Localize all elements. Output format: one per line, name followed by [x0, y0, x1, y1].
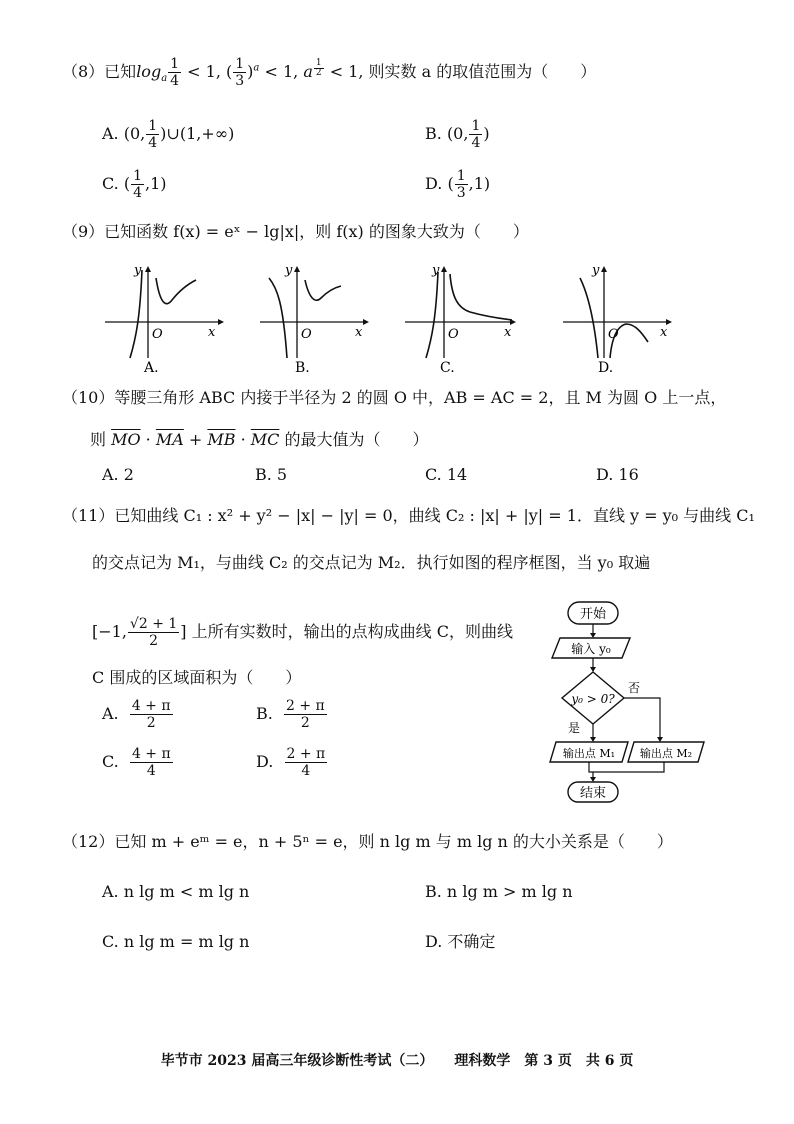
flow-arrowhead-no — [657, 737, 663, 742]
q11-stem-line1: （11）已知曲线 C₁ : x² + y² − |x| − |y| = 0，曲线 C₂ : |x| + |y| = 1．直线 y = y₀ 与曲线 C₁ — [62, 506, 755, 525]
y-label: y — [592, 263, 600, 278]
q12-option-a: A. n lg m < m lg n — [102, 882, 250, 901]
graph-label: D. — [598, 360, 614, 376]
curve-right — [305, 280, 341, 300]
page-footer: 毕节市 2023 届高三年级诊断性考试（二） 理科数学 第 3 页 共 6 页 — [160, 1053, 634, 1069]
q12-option-d: D. 不确定 — [425, 932, 496, 951]
q12-option-c: C. n lg m = m lg n — [102, 932, 250, 951]
q11-option-b: B. $\frac{2 + \pi}{2}$ — [256, 698, 325, 731]
origin-label: O — [301, 327, 312, 342]
q8-option-c: C. ( $\frac{1}{4}$ ,1) — [102, 168, 167, 201]
q9-graph-b — [255, 258, 380, 376]
y-arrow — [441, 266, 447, 272]
q8-option-b: B. (0, $\frac{1}{4}$ ) — [425, 118, 490, 151]
flow-start-label: 开始 — [579, 607, 607, 622]
flow-merge-right — [593, 762, 664, 772]
origin-label: O — [448, 327, 459, 342]
q11-stem-line2: 的交点记为 M₁，与曲线 C₂ 的交点记为 M₂．执行如图的程序框图，当 y₀ 取遍 — [92, 553, 651, 572]
q11-flowchart — [540, 600, 715, 805]
x-label: x — [355, 325, 363, 340]
flow-yes-label: 是 — [568, 721, 581, 735]
q11-option-d: D. $\frac{2 + \pi}{4}$ — [256, 746, 326, 779]
q8-stem: （8）已知$\log_a$ $\frac{1}{4}$ < 1, ( $\frac{1}{3}$ )$^a$ < 1, a $^{\frac{1}{2}}$ < 1, 则实数 a 的取值范围为（ ） — [62, 56, 597, 89]
q8-option-a: A. (0, $\frac{1}{4}$ )∪(1,+∞) — [102, 118, 235, 151]
curve-left — [130, 270, 142, 358]
curve-left — [580, 278, 598, 358]
y-arrow — [601, 266, 607, 272]
graph-label: A. — [144, 360, 159, 376]
x-label: x — [660, 325, 668, 340]
curve-right — [156, 278, 196, 304]
y-label: y — [134, 263, 142, 278]
q11-option-c: C. $\frac{4 + \pi}{4}$ — [102, 746, 171, 779]
q10-option-b: B. 5 — [255, 465, 288, 484]
q10-stem-line2: 则 $\overline{MO} \cdot \overline{MA} + \overline{MB} \cdot \overline{MC}$ 的最大值为（ ） — [90, 430, 429, 449]
flow-arrowhead-yes — [590, 737, 596, 742]
q9-stem: （9）已知函数 f(x) = eˣ − lg|x|，则 f(x) 的图象大致为（ ） — [62, 222, 529, 241]
q10-stem-line1: （10）等腰三角形 ABC 内接于半径为 2 的圆 O 中，AB = AC = 2，且 M 为圆 O 上一点， — [62, 388, 727, 407]
flow-arrowhead-1 — [590, 633, 596, 638]
flow-output-1-label: 输出点 M₁ — [562, 747, 616, 760]
origin-label: O — [608, 327, 619, 342]
q9-graph-c — [400, 258, 530, 376]
x-arrow — [363, 319, 369, 325]
flow-arrowhead-end — [590, 777, 596, 782]
q8-option-d: D. ( $\frac{1}{3}$ ,1) — [425, 168, 491, 201]
x-label: x — [504, 325, 512, 340]
q11-stem-line3: [−1, $\frac{√2 + 1}{2}$ ] 上所有实数时，输出的点构成曲线 C，则曲线 — [92, 616, 513, 649]
y-arrow — [145, 266, 151, 272]
q12-stem: （12）已知 m + eᵐ = e，n + 5ⁿ = e，则 n lg m 与 m lg n 的大小关系是（ ） — [62, 832, 673, 851]
q11-stem-line4: C 围成的区域面积为（ ） — [92, 668, 302, 687]
graph-label: C. — [440, 360, 455, 376]
y-arrow — [294, 266, 300, 272]
curve-right — [450, 274, 512, 320]
flow-end-label: 结束 — [579, 786, 607, 801]
flow-merge-left — [589, 762, 593, 772]
flow-no-label: 否 — [628, 681, 641, 695]
origin-label: O — [152, 327, 163, 342]
q10-option-c: C. 14 — [425, 465, 468, 484]
q9-graph-d — [558, 258, 683, 376]
q11-option-a: A. $\frac{4 + \pi}{2}$ — [102, 698, 171, 731]
flow-decision-label: y₀ > 0? — [571, 692, 615, 706]
q10-option-a: A. 2 — [102, 465, 134, 484]
q10-option-d: D. 16 — [596, 465, 639, 484]
curve-left — [426, 272, 438, 358]
graph-label: B. — [295, 360, 310, 376]
x-label: x — [208, 325, 216, 340]
q9-graph-a — [100, 258, 225, 376]
flow-input-label: 输入 y₀ — [571, 642, 611, 656]
flow-output-2-label: 输出点 M₂ — [639, 747, 693, 760]
y-label: y — [432, 263, 440, 278]
q12-option-b: B. n lg m > m lg n — [425, 882, 573, 901]
curve-left — [269, 278, 287, 358]
y-label: y — [285, 263, 293, 278]
flow-no-branch — [624, 698, 660, 740]
x-arrow — [218, 319, 224, 325]
